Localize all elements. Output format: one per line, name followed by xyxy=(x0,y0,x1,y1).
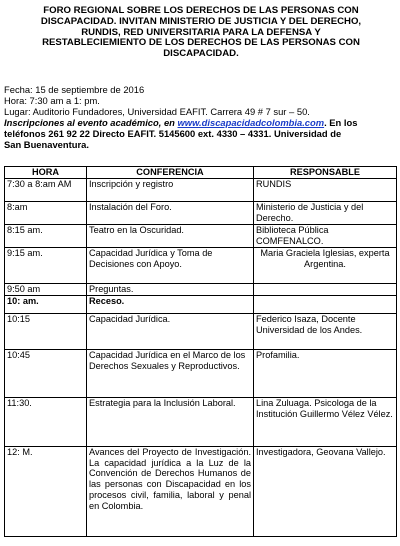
cell-hora: 8:am xyxy=(5,201,87,224)
cell-responsable: RUNDIS xyxy=(254,178,397,201)
cell-responsable: Biblioteca Pública COMFENALCO. xyxy=(254,224,397,247)
title-line: RUNDIS, RED UNIVERSITARIA PARA LA DEFENSA Y xyxy=(81,26,321,38)
cell-hora: 10:15 xyxy=(5,313,87,349)
table-row xyxy=(5,283,397,295)
cell-hora: 11:30. xyxy=(5,397,87,446)
cell-hora: 8:15 am. xyxy=(5,224,87,247)
table-row xyxy=(5,349,397,397)
event-location: Lugar: Auditorio Fundadores, Universidad EAFIT. Carrera 49 # 7 sur – 50. xyxy=(4,106,310,117)
event-info xyxy=(4,84,396,150)
table-row xyxy=(5,397,397,446)
cell-hora: 9:50 am xyxy=(5,283,87,295)
cell-conferencia: Avances del Proyecto de Investigación. La capacidad jurídica a la Luz de la Convención de Derechos Humanos de las personas con Discapacidad en los procesos civil, familia, laboral y penal en Colombia. xyxy=(87,446,254,536)
table-row xyxy=(5,446,397,536)
cell-hora: 12: M. xyxy=(5,446,87,536)
header-hora: HORA xyxy=(5,167,87,179)
event-date: Fecha: 15 de septiembre de 2016 xyxy=(4,84,145,95)
cell-conferencia: Inscripción y registro xyxy=(87,178,254,201)
header-responsable: RESPONSABLE xyxy=(254,167,397,179)
table-header-row xyxy=(5,167,397,179)
cell-conferencia: Capacidad Jurídica. xyxy=(87,313,254,349)
table-row xyxy=(5,224,397,247)
cell-conferencia: Capacidad Jurídica y Toma de Decisiones con Apoyo. xyxy=(87,247,254,283)
cell-responsable: Profamilia. xyxy=(254,349,397,397)
registration-link[interactable]: www.discapacidadcolombia.com xyxy=(177,117,325,128)
cell-responsable: Federico Isaza, Docente Universidad de los Andes. xyxy=(254,313,397,349)
document-title xyxy=(28,6,374,60)
cell-responsable xyxy=(254,283,397,295)
cell-hora: 10:45 xyxy=(5,349,87,397)
cell-conferencia: Instalación del Foro. xyxy=(87,201,254,224)
cell-hora: 9:15 am. xyxy=(5,247,87,283)
cell-responsable: Maria Graciela Iglesias, experta Argentina. xyxy=(254,247,397,283)
phones-line: teléfonos 261 92 22 Directo EAFIT. 5145600 ext. 4330 – 4331. Universidad de xyxy=(4,128,342,139)
registration-suffix: . En los xyxy=(324,117,358,128)
table-row xyxy=(5,178,397,201)
table-row xyxy=(5,247,397,283)
event-time: Hora: 7:30 am a 1: pm. xyxy=(4,95,100,106)
table-row xyxy=(5,201,397,224)
cell-responsable xyxy=(254,295,397,313)
cell-conferencia: Preguntas. xyxy=(87,283,254,295)
cell-conferencia: Receso. xyxy=(87,295,254,313)
phones-line-2: San Buenaventura. xyxy=(4,139,89,150)
title-line: RESTABLECIEMIENTO DE LOS DERECHOS DE LAS PERSONAS CON xyxy=(42,37,360,49)
title-line: DISCAPACIDAD. INVITAN MINISTERIO DE JUSTICIA Y DEL DERECHO, xyxy=(40,15,362,27)
cell-hora: 10: am. xyxy=(5,295,87,313)
title-line: DISCAPACIDAD. xyxy=(163,48,239,60)
cell-responsable: Ministerio de Justicia y del Derecho. xyxy=(254,201,397,224)
cell-conferencia: Capacidad Jurídica en el Marco de los Derechos Sexuales y Reproductivos. xyxy=(87,349,254,397)
cell-responsable: Investigadora, Geovana Vallejo. xyxy=(254,446,397,536)
registration-text: Inscripciones al evento académico, en xyxy=(4,117,175,128)
registration-line xyxy=(4,117,396,128)
cell-conferencia: Estrategia para la Inclusión Laboral. xyxy=(87,397,254,446)
schedule-table xyxy=(4,166,397,537)
cell-conferencia: Teatro en la Oscuridad. xyxy=(87,224,254,247)
cell-hora: 7:30 a 8:am AM xyxy=(5,178,87,201)
table-row xyxy=(5,313,397,349)
table-row xyxy=(5,295,397,313)
title-line: FORO REGIONAL SOBRE LOS DERECHOS DE LAS PERSONAS CON xyxy=(43,5,359,16)
header-conferencia: CONFERENCIA xyxy=(87,167,254,179)
cell-responsable: Lina Zuluaga. Psicologa de la Institución Guillermo Vélez Vélez. xyxy=(254,397,397,446)
